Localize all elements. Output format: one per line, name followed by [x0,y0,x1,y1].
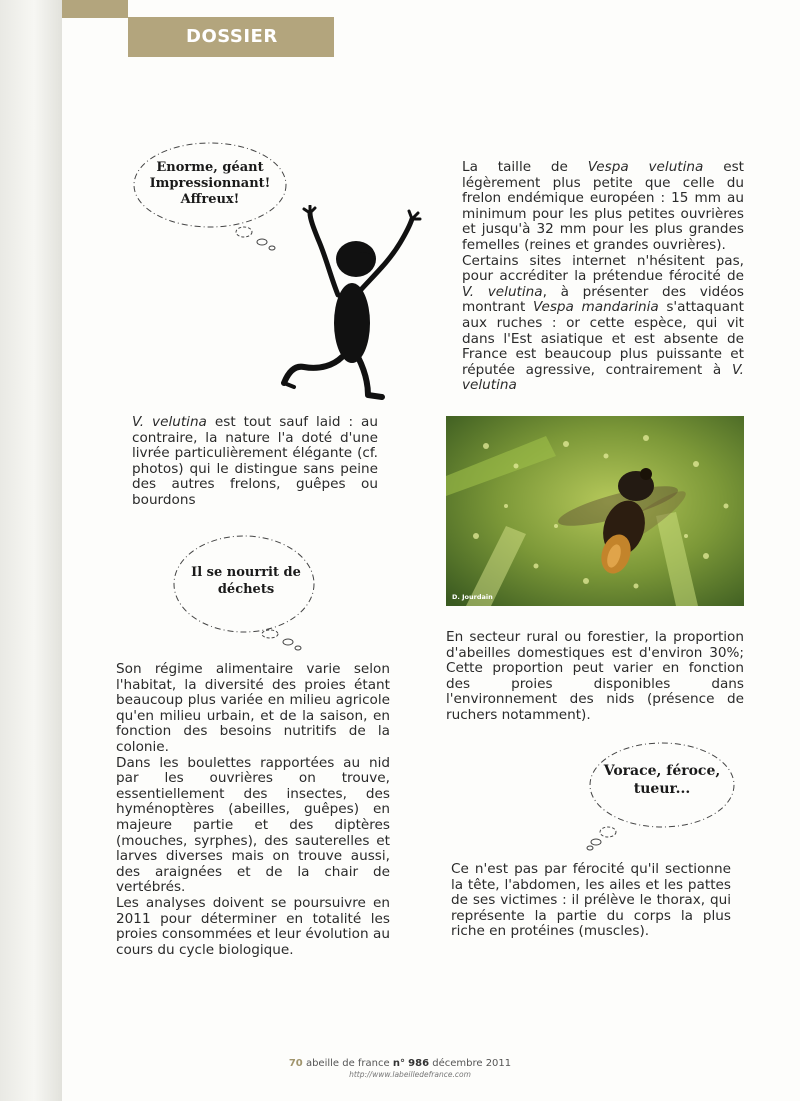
paragraph-taille [462,160,744,394]
photo-credit: D. Jourdain [452,593,493,601]
text-span: s'attaquant aux ruches : or cette espèce, qui vit dans l'Est asiatique et est absente de France est beaucoup plus puissante et réputée agressive, contrairement à [462,299,744,378]
page-binding [0,0,62,1101]
text-span: est légèrement plus petite que celle du frelon endémique européen : 15 mm au minimum pour les plus petites ouvrières et jusqu'à 32 mm pour les plus grandes femelles (reines et grandes ouvrières). [462,159,744,253]
thought-bubble-text [136,160,284,208]
header-tab-strip [62,0,128,18]
bubble-line: Impressionnant! [149,176,271,191]
issue-prefix: n° [392,1058,405,1069]
paragraph-rural [446,630,744,724]
paragraph-text: Dans les boulettes rapportées au nid par les ouvrières on trouve, essentiellement des insectes, des hyménoptères (abeilles, guêpes) en majeure partie et des diptères (mouches, syrphes), des sauterelles et larves diverses mais on trouve aussi, des araignées et de la chair de vertébrés. [116,754,390,896]
footer-issue-line [0,1058,800,1069]
paragraph-text: Ce n'est pas par férocité qu'il sectionne la tête, l'abdomen, les ailes et les pattes de ses victimes : il prélève le thorax, qui représente la partie du corps la plus riche en protéines (muscles). [451,861,731,940]
bubble-line: Vorace, féroce, [603,763,721,779]
species-name: V. velutina [132,414,207,430]
magazine-name: abeille de france [305,1058,390,1069]
thought-bubble-2 [172,534,320,652]
bubble-line: Il se nourrit de [191,565,301,580]
bubble-line: Affreux! [180,192,240,207]
paragraph-text: Les analyses doivent se poursuivre en 2011 pour déterminer en totalité les proies consommées et leur évolution au cours du cycle biologique. [116,894,390,958]
species-name: Vespa mandarinia [532,299,659,316]
footer-url[interactable]: http://www.labeilledefrance.com [349,1070,471,1079]
species-name: V. velutina [462,283,543,300]
species-name: V. velutina [462,361,744,394]
paragraph-laid [132,415,378,509]
text-span: est tout sauf laid : au contraire, la nature l'a doté d'une livrée particulièrement élégante (cf. photos) qui le distingue sans peine des autres frelons, guêpes ou bourdons [132,414,379,508]
page-footer [0,1058,800,1079]
hornet-photo-image [446,416,744,606]
text-span: La taille de [462,159,588,175]
paragraph-regime [116,662,390,958]
paragraph-text: En secteur rural ou forestier, la proportion d'abeilles domestiques est d'environ 30%; Cette proportion peut varier en fonction des proies disponibles dans l'environnement des nids (présence de ruchers notamment). [446,629,744,723]
text-span: Certains sites internet n'hésitent pas, pour accréditer la prétendue férocité de [462,252,744,285]
thought-bubble-text [176,564,316,598]
thought-bubble-3 [584,740,736,850]
section-label: DOSSIER [128,17,334,57]
cartoon-figure-illustration [260,205,430,405]
text-span: , à présenter des vidéos montrant [462,283,744,316]
hornet-photo [446,416,744,606]
species-name: Vespa velutina [587,159,704,175]
paragraph-text: Son régime alimentaire varie selon l'habitat, la diversité des proies étant beaucoup plus variée en milieu agricole qu'en milieu urbain, et de la saison, en fonction des besoins nutritifs de la colonie. [116,661,390,755]
bubble-line: Enorme, géant [156,160,264,175]
page-number: 70 [288,1058,303,1069]
issue-number: 986 [408,1058,430,1069]
bubble-line: tueur... [633,781,691,797]
bubble-line: déchets [217,582,275,597]
paragraph-ferocite [451,862,731,940]
issue-date: décembre 2011 [432,1058,512,1069]
thought-bubble-text [592,762,732,798]
